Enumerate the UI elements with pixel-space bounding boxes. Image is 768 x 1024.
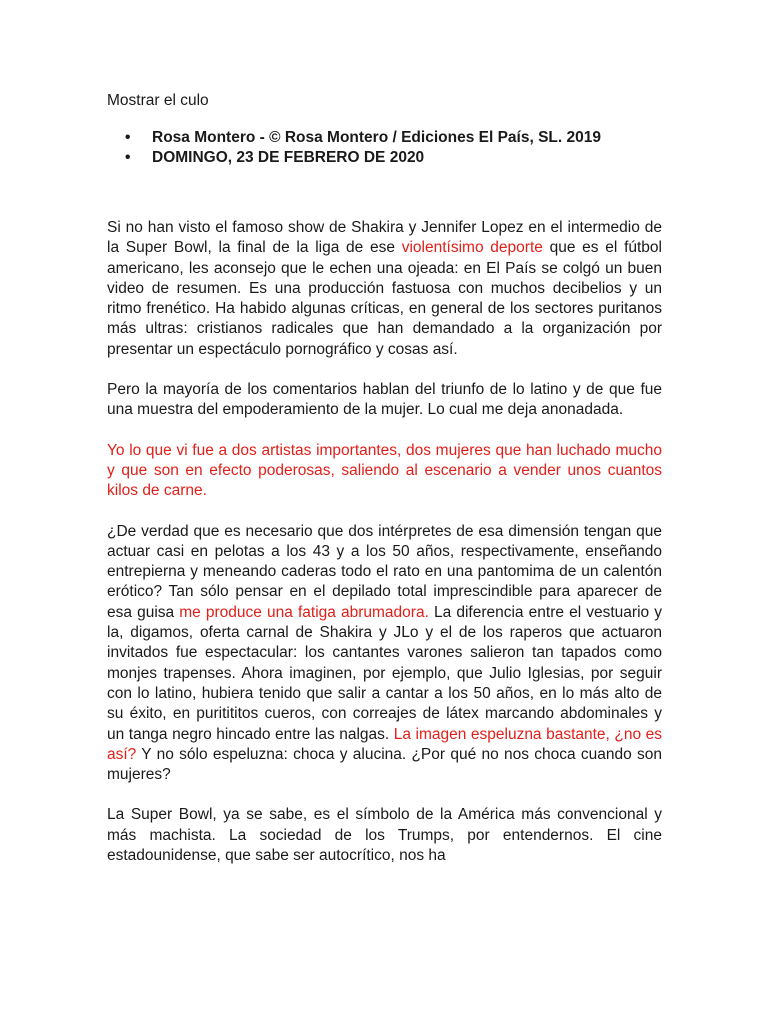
paragraph-3 — [107, 441, 662, 502]
text-run: Si no han visto el famoso show de Shakira y Jennifer Lopez en el intermedio de la Super Bowl, la final de la liga de ese — [107, 219, 662, 257]
highlight-run: violentísimo deporte — [401, 239, 543, 257]
text-run: Y no sólo espeluzna: choca y alucina. ¿Por qué no nos choca cuando son mujeres? — [107, 745, 662, 784]
document-page — [107, 91, 662, 886]
text-run: que es el fútbol americano, les aconsejo que le echen una ojeada: en El País se colgó un buen video de resumen. Es una producción fastuosa con muchos decibelios y un ritmo frenético. Ha habido algunas críticas, en general de los sectores puritanos más ultras: cristianos radicales que han demandado a la organización por presentar un espectáculo pornográfico y cosas así. — [107, 239, 662, 358]
meta-date-text: DOMINGO, 23 DE FEBRERO DE 2020 — [152, 149, 425, 166]
article-body — [107, 218, 662, 866]
meta-item-date — [107, 148, 662, 168]
highlight-run: La imagen espeluzna bastante, ¿no es así? — [107, 725, 662, 763]
meta-author-text: Rosa Montero - © Rosa Montero / Ediciones El País, SL. 2019 — [152, 129, 601, 146]
text-run: ¿De verdad que es necesario que dos intérpretes de esa dimensión tengan que actuar casi en pelotas a los 43 y a los 50 años, respectivamente, enseñando entrepierna y meneando caderas todo el rato en una pantomima de un calentón erótico? Tan sólo pensar en el depilado total imprescindible para aparecer de esa guisa — [107, 522, 662, 621]
meta-item-author — [107, 128, 662, 148]
bullet-icon: • — [125, 149, 131, 166]
paragraph-4 — [107, 522, 662, 786]
meta-list — [107, 128, 662, 168]
paragraph-1 — [107, 218, 662, 360]
text-run: Pero la mayoría de los comentarios hablan del triunfo de lo latino y de que fue una muestra del empoderamiento de la mujer. Lo cual me deja anonadada. — [107, 381, 662, 419]
highlight-run: Yo lo que vi fue a dos artistas importantes, dos mujeres que han luchado mucho y que son en efecto poderosas, saliendo al escenario a vender unos cuantos kilos de carne. — [107, 441, 662, 500]
text-run: La diferencia entre el vestuario y la, digamos, oferta carnal de Shakira y JLo y el de los raperos que actuaron invitados fue espectacular: los cantantes varones salieron tan tapados como monjes trapenses. Ahora imaginen, por ejemplo, que Julio Iglesias, por seguir con lo latino, hubiera tenido que salir a cantar a los 50 años, en lo más alto de su éxito, en puritititos cueros, con correajes de látex marcando abdominales y un tanga negro hincado entre las nalgas. — [107, 603, 662, 743]
text-run: La Super Bowl, ya se sabe, es el símbolo de la América más convencional y más machista. La sociedad de los Trumps, por entendernos. El cine estadounidense, que sabe ser autocrítico, nos ha — [107, 806, 662, 865]
paragraph-5 — [107, 805, 662, 866]
highlight-run: me produce una fatiga abrumadora. — [179, 603, 429, 621]
paragraph-2 — [107, 380, 662, 421]
bullet-icon: • — [125, 129, 131, 146]
document-title: Mostrar el culo — [107, 92, 209, 109]
